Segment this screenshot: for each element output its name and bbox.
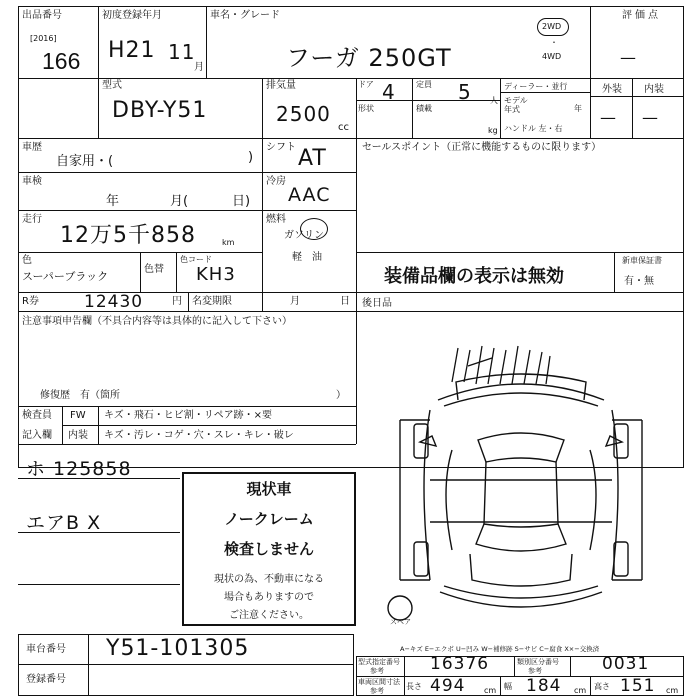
- body-outline: [424, 410, 618, 580]
- doors-value: 4: [382, 80, 396, 104]
- car-damage-diagram: [360, 330, 682, 630]
- row1-bottom-line: [18, 78, 684, 79]
- recycle-unit: 円: [172, 296, 182, 307]
- notice-line6: ご注意ください。: [229, 610, 309, 621]
- rear-bumper: [444, 586, 598, 598]
- fuel-diesel: 軽 油: [292, 252, 322, 263]
- mileage-unit: km: [222, 238, 235, 247]
- row2-div-door: [356, 78, 357, 138]
- row2-door-mid: [356, 100, 500, 101]
- exterior-label: 外装: [602, 84, 622, 95]
- dims-label: 車両区間寸法: [358, 678, 400, 686]
- exterior-value: —: [600, 108, 616, 127]
- chassis-value: Y51-101305: [106, 636, 250, 661]
- front-bumper: [438, 384, 604, 400]
- recycle-div: [188, 292, 189, 311]
- row2-div-dealer: [500, 78, 501, 138]
- sales-label: セールスポイント（正常に機能するものに限ります）: [362, 142, 602, 153]
- type-number-sub: 参考: [370, 667, 384, 675]
- type-number-label: 型式指定番号: [358, 658, 400, 666]
- interior-value: —: [642, 108, 658, 127]
- length-label: 長さ: [406, 682, 422, 691]
- left-block-right: [262, 138, 263, 311]
- first-reg-year: H21: [108, 38, 156, 63]
- length-unit: cm: [484, 686, 497, 695]
- height-label: 高さ: [594, 682, 610, 691]
- plate-label: 登録番号: [26, 674, 66, 685]
- capacity-label: 定員: [416, 80, 432, 89]
- class-number-label: 類別区分番号: [517, 658, 559, 666]
- mileage-label: 走行: [22, 214, 42, 225]
- width-value: 184: [526, 676, 562, 696]
- chassis-label: 車台番号: [26, 644, 66, 655]
- later-label: 後日品: [362, 298, 392, 309]
- entry-label: 記入欄: [22, 430, 52, 441]
- chassis-mid: [18, 664, 354, 665]
- handwritten-marks: [452, 346, 550, 384]
- length-value: 494: [430, 676, 466, 696]
- spec-div3: [570, 656, 571, 676]
- line-repair: [18, 406, 356, 407]
- mileage-value: 12万5千858: [60, 223, 196, 248]
- handwritten-note-2: エアB X: [26, 512, 102, 534]
- notice-line4: 現状の為、不動車になる: [214, 574, 324, 585]
- color-change-label: 色替: [144, 264, 164, 275]
- lot-number: 166: [42, 48, 81, 74]
- width-label: 幅: [504, 682, 512, 691]
- handle-label: ハンドル 左・右: [504, 124, 563, 133]
- year-unit: 年: [574, 104, 582, 113]
- rear-window: [476, 524, 566, 551]
- line-shift: [262, 172, 356, 173]
- damage-legend: A−キズ E−エクボ U−凹み W−補修跡 S−サビ C−腐食 X×−交換済: [400, 645, 600, 653]
- row1-div-lot: [98, 6, 99, 138]
- score-label: 評価点: [622, 10, 661, 21]
- line-equip-top: [356, 252, 684, 253]
- interior-items: キズ・汚レ・コゲ・穴・スレ・キレ・破レ: [104, 430, 294, 441]
- height-value: 151: [620, 676, 656, 696]
- shift-value: AT: [298, 146, 327, 171]
- color-code-div: [176, 252, 177, 292]
- model-name: フーガ 250GT: [286, 44, 452, 72]
- chassis-div: [88, 634, 89, 696]
- notice-line2: ノークレーム: [224, 510, 314, 528]
- ac-value: AAC: [288, 184, 331, 206]
- recycle-value: 12430: [84, 292, 144, 312]
- spec-div1: [404, 656, 405, 696]
- fuel-gasoline: ガソリン: [284, 230, 324, 241]
- row2-dealer-mid: [500, 92, 590, 93]
- notice-line3: 検査しません: [223, 540, 314, 558]
- interior-label: 内装: [644, 84, 664, 95]
- name-change-month: 月: [290, 296, 300, 307]
- drive-4wd: 4WD: [542, 52, 562, 61]
- notes-label: 注意事項申告欄（不具合内容等は具体的に記入して下さい）: [22, 316, 292, 327]
- type-label: 型式: [102, 80, 122, 91]
- interior-row-label: 内装: [68, 430, 88, 441]
- handwritten-note-1: ホ 125858: [26, 458, 132, 480]
- capacity-value: 5: [458, 80, 472, 104]
- history-value: 自家用・(: [56, 154, 114, 169]
- first-reg-label: 初度登録年月: [102, 10, 162, 21]
- spec-div2: [514, 656, 515, 676]
- notice-line5: 場合もありますので: [224, 592, 314, 603]
- shape-label: 形状: [358, 104, 374, 113]
- color-value: スーパーブラック: [22, 270, 109, 283]
- inspect-bottom: [18, 444, 356, 445]
- name-change-label: 名変期限: [192, 296, 232, 307]
- year-tag: [2016]: [30, 34, 57, 43]
- line-ac: [262, 210, 356, 211]
- repair-close: ）: [336, 390, 346, 401]
- equipment-notice: 装備品欄の表示は無効: [384, 266, 564, 287]
- row2-bottom-line: [18, 138, 684, 139]
- history-label: 車歴: [22, 142, 42, 153]
- hw-line-3: [18, 584, 180, 585]
- repair-label: 修復歴 有（箇所: [40, 390, 120, 401]
- color-label: 色: [22, 255, 32, 266]
- row2-div-cap: [412, 78, 413, 138]
- drive-2wd: 2WD: [542, 22, 562, 31]
- shaken-year: 年: [106, 194, 120, 209]
- dims-sub: 参考: [370, 687, 384, 695]
- model-year-sub: 年式: [504, 105, 520, 114]
- model-year-label: モデル: [504, 96, 528, 105]
- history-close: ): [248, 150, 254, 165]
- spec-div4: [500, 676, 501, 696]
- height-unit: cm: [666, 686, 679, 695]
- class-number-value: 0031: [602, 654, 650, 674]
- windshield: [478, 433, 564, 462]
- lot-label: 出品番号: [22, 10, 62, 21]
- spare-label: スペア: [390, 618, 411, 626]
- row2-score-mid: [590, 96, 684, 97]
- month-unit: 月: [194, 62, 204, 73]
- type-number-value: 16376: [430, 654, 490, 674]
- color-code-value: KH3: [196, 264, 236, 285]
- inspect-mid: [62, 425, 356, 426]
- type-value: DBY-Y51: [112, 98, 208, 123]
- inspect-right: [356, 311, 357, 444]
- dealer-label: ディーラー・並行: [504, 82, 568, 91]
- warranty-label: 新車保証書: [622, 256, 662, 265]
- fuel-label: 燃料: [266, 214, 286, 225]
- class-number-sub: 参考: [528, 667, 542, 675]
- fw-items: キズ・飛石・ヒビ割・リペア跡・×要: [104, 410, 272, 421]
- row2-div-score-mid: [632, 78, 633, 138]
- displacement-label: 排気量: [266, 80, 296, 91]
- fw-label: FW: [70, 410, 86, 421]
- inspector-label: 検査員: [22, 410, 52, 421]
- spare-tire: [388, 596, 412, 620]
- spec-div5: [590, 676, 591, 696]
- warranty-value: 有・無: [624, 276, 654, 287]
- row2-div-disp: [262, 78, 263, 138]
- recycle-label: R券: [22, 296, 39, 307]
- roof: [484, 462, 558, 527]
- warranty-div: [614, 252, 615, 292]
- load-unit: kg: [488, 126, 498, 135]
- drive-dot: ・: [550, 38, 558, 47]
- row1-div-score: [590, 6, 591, 138]
- shift-block-right: [356, 138, 357, 311]
- model-label: 車名・グレード: [210, 10, 280, 21]
- first-reg-month: 11: [168, 40, 196, 64]
- displacement-unit: cc: [338, 122, 349, 133]
- notice-line1: 現状車: [246, 480, 292, 498]
- width-unit: cm: [574, 686, 587, 695]
- displacement-value: 2500: [276, 102, 331, 126]
- score-value: —: [620, 48, 636, 67]
- row1-div-reg: [206, 6, 207, 78]
- shaken-day: 日): [232, 194, 251, 209]
- trunk: [470, 554, 572, 586]
- color-change-div: [140, 252, 141, 292]
- load-label: 積載: [416, 104, 432, 113]
- capacity-unit: 人: [490, 96, 498, 105]
- shaken-month: 月(: [170, 194, 189, 209]
- shaken-label: 車検: [22, 176, 42, 187]
- ac-label: 冷房: [266, 176, 286, 187]
- doors-label: ドア: [358, 80, 374, 89]
- name-change-day: 日: [340, 296, 350, 307]
- color-code-label: 色コード: [180, 255, 212, 264]
- shift-label: シフト: [266, 142, 296, 153]
